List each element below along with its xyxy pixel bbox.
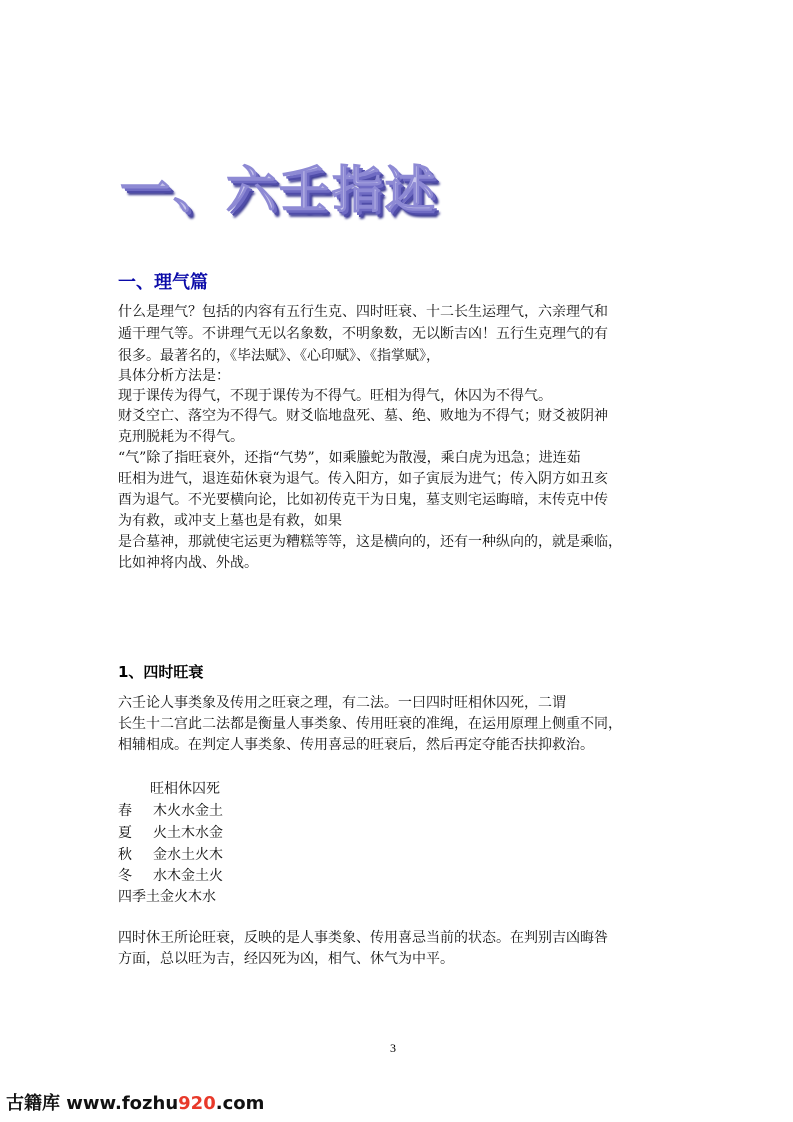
paragraph-line: 方面，总以旺为吉，经囚死为凶，相气、休气为中平。 bbox=[118, 951, 454, 967]
table-row-season: 春 bbox=[118, 803, 132, 819]
paragraph-line: 很多。最著名的，《毕法赋》、《心印赋》、《指掌赋》， bbox=[118, 348, 440, 364]
page-number: 3 bbox=[390, 1041, 396, 1055]
paragraph-line: 六壬论人事类象及传用之旺衰之理，有二法。一曰四时旺相休囚死，二谓 bbox=[118, 695, 566, 711]
table-row-season: 夏 bbox=[118, 825, 132, 841]
paragraph-line: 为有救，或冲支上墓也是有救，如果 bbox=[118, 513, 342, 529]
paragraph-line: 具体分析方法是： bbox=[118, 368, 230, 384]
paragraph-line: 财爻空亡、落空为不得气。财爻临地盘死、墓、绝、败地为不得气；财爻被阴神 bbox=[118, 408, 608, 424]
paragraph-line: 遁干理气等。不讲理气无以名象数，不明象数，无以断吉凶！五行生克理气的有 bbox=[118, 326, 608, 342]
paragraph-line: 是合墓神，那就使宅运更为糟糕等等，这是横向的，还有一种纵向的，就是乘临， bbox=[118, 534, 622, 550]
watermark-suffix: .com bbox=[215, 1093, 265, 1114]
watermark-prefix: 古籍库 www.fozhu bbox=[6, 1093, 179, 1114]
table-header: 旺相休囚死 bbox=[150, 781, 220, 797]
paragraph-line: 酉为退气。不光要横向论，比如初传克干为日鬼，墓支则宅运晦暗，末传克中传 bbox=[118, 492, 608, 508]
paragraph-line: 什么是理气？包括的内容有五行生克、四时旺衰、十二长生运理气，六亲理气和 bbox=[118, 304, 608, 320]
table-row-season: 秋 bbox=[118, 847, 132, 863]
paragraph-line: 相辅相成。在判定人事类象、传用喜忌的旺衰后，然后再定夺能否扶抑救治。 bbox=[118, 737, 594, 753]
watermark-number: 920 bbox=[178, 1093, 216, 1114]
subheading-sishi-wangshuai: 1、四时旺衰 bbox=[118, 663, 204, 681]
site-watermark bbox=[6, 1089, 264, 1115]
paragraph-line: 克刑脱耗为不得气。 bbox=[118, 429, 244, 445]
table-row-elements: 金水土火木 bbox=[153, 847, 223, 863]
page-title: 一、六壬指述 bbox=[120, 161, 438, 219]
paragraph-line: 比如神将内战、外战。 bbox=[118, 555, 258, 571]
table-row-elements: 火土木水金 bbox=[153, 825, 223, 841]
table-row-elements: 土金火木水 bbox=[146, 889, 216, 905]
paragraph-line: 现于课传为得气，不现于课传为不得气。旺相为得气，休囚为不得气。 bbox=[118, 388, 552, 404]
table-row-season: 冬 bbox=[118, 868, 132, 884]
table-row-elements: 水木金土火 bbox=[153, 868, 223, 884]
paragraph-line: 旺相为进气，退连茹休衰为退气。传入阳方，如子寅辰为进气；传入阴方如丑亥 bbox=[118, 471, 608, 487]
paragraph-line: “气”除了指旺衰外，还指“气势”，如乘螣蛇为散漫，乘白虎为迅急；进连茹 bbox=[118, 450, 581, 466]
table-row-season: 四季 bbox=[118, 889, 146, 905]
paragraph-line: 四时休王所论旺衰，反映的是人事类象、传用喜忌当前的状态。在判别吉凶晦咎 bbox=[118, 930, 608, 946]
paragraph-line: 长生十二宫此二法都是衡量人事类象、传用旺衰的准绳，在运用原理上侧重不同， bbox=[118, 716, 622, 732]
section-heading-liqi: 一、理气篇 bbox=[118, 272, 208, 293]
table-row-elements: 木火水金土 bbox=[153, 803, 223, 819]
